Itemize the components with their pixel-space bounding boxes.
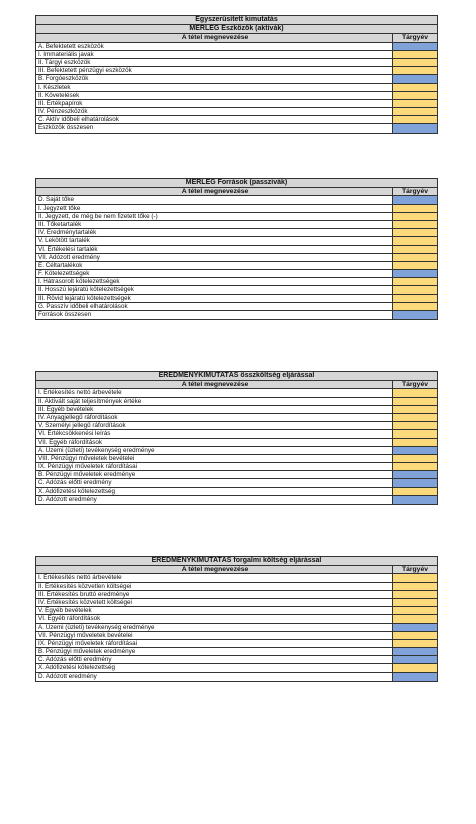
table-row [36, 108, 437, 116]
assets-table [35, 15, 438, 134]
input-value-cell[interactable] [393, 100, 437, 107]
row-label: V. Lekötött tartalék [36, 237, 393, 244]
total-value-cell [393, 311, 437, 319]
row-label: E. Céltartalékok [36, 262, 393, 269]
section-subtitle: MÉRLEG Eszközök (aktívák) [36, 25, 437, 34]
table-row [36, 599, 437, 607]
input-value-cell[interactable] [393, 303, 437, 310]
row-label: B. Forgóeszközök [36, 75, 393, 82]
row-label: I. Immateriális javak [36, 51, 393, 58]
table-row [36, 100, 437, 108]
row-label: VI. Egyéb ráfordítások [36, 615, 393, 622]
table-row [36, 286, 437, 294]
table-row [36, 471, 437, 479]
total-value-cell [393, 43, 437, 50]
row-label: I. Készletek [36, 84, 393, 91]
table-row [36, 574, 437, 582]
table-row [36, 624, 437, 632]
table-row [36, 664, 437, 672]
table-row [36, 278, 437, 286]
table-row [36, 389, 437, 397]
column-header-year: Tárgyév [401, 381, 429, 389]
table-row [36, 124, 437, 132]
input-value-cell[interactable] [393, 108, 437, 115]
input-value-cell[interactable] [393, 237, 437, 244]
row-label: D. Adózott eredmény [36, 496, 393, 504]
table-row [36, 583, 437, 591]
row-label: I. Értékesítés nettó árbevétele [36, 574, 393, 581]
table-row [36, 92, 437, 100]
row-label: B. Pénzügyi műveletek eredménye [36, 648, 393, 655]
total-value-cell [393, 270, 437, 277]
column-header-row [36, 34, 437, 42]
table-row [36, 414, 437, 422]
table-row [36, 221, 437, 229]
input-value-cell[interactable] [393, 116, 437, 123]
table-row [36, 479, 437, 487]
row-label: V. Személyi jellegű ráfordítások [36, 422, 393, 429]
input-value-cell[interactable] [393, 389, 437, 396]
row-label: A. Befektetett eszközök [36, 43, 393, 50]
table-row [36, 237, 437, 245]
table-row [36, 51, 437, 59]
row-label: II. Jegyzett, de még be nem fizetett tőke (-) [36, 213, 393, 220]
row-label: C. Aktív időbeli elhatárolások [36, 116, 393, 123]
table-row [36, 75, 437, 83]
input-value-cell[interactable] [393, 430, 437, 437]
total-value-cell [393, 447, 437, 454]
table-row [36, 311, 437, 319]
row-label: D. Adózott eredmény [36, 673, 393, 681]
input-value-cell[interactable] [393, 205, 437, 212]
row-label: Eszközök összesen [36, 124, 393, 132]
row-label: A. Üzemi (üzleti) tevékenység eredménye [36, 624, 393, 631]
row-label: D. Saját tőke [36, 196, 393, 203]
row-label: VIII. Pénzügyi műveletek bevételei [36, 455, 393, 462]
row-label: II. Aktivált saját teljesítmények értéke [36, 398, 393, 405]
total-value-cell [393, 124, 437, 132]
table-row [36, 262, 437, 270]
input-value-cell[interactable] [393, 84, 437, 91]
input-value-cell[interactable] [393, 632, 437, 639]
row-label: III. Tőketartalék [36, 221, 393, 228]
input-value-cell[interactable] [393, 664, 437, 671]
input-value-cell[interactable] [393, 455, 437, 462]
input-value-cell[interactable] [393, 229, 437, 236]
table-row [36, 295, 437, 303]
row-label: IV. Pénzeszközök [36, 108, 393, 115]
table-row [36, 213, 437, 221]
total-value-cell [393, 75, 437, 82]
table-row [36, 673, 437, 681]
row-label: III. Értékesítés bruttó eredménye [36, 591, 393, 598]
input-value-cell[interactable] [393, 422, 437, 429]
input-value-cell[interactable] [393, 439, 437, 446]
section-title: MÉRLEG Források (passzívák) [36, 179, 437, 188]
row-label: VII. Egyéb ráfordítások [36, 439, 393, 446]
input-value-cell[interactable] [393, 398, 437, 405]
column-header-year: Tárgyév [401, 34, 429, 42]
row-label: I. Értékesítés nettó árbevétele [36, 389, 393, 396]
total-value-cell [393, 496, 437, 504]
row-label: I. Hátrasorolt kötelezettségek [36, 278, 393, 285]
column-header-item: A tétel megnevezése [36, 381, 393, 388]
input-value-cell[interactable] [393, 246, 437, 253]
income-total-cost-table [35, 371, 438, 505]
row-label: IX. Pénzügyi műveletek ráfordításai [36, 640, 393, 647]
row-label: C. Adózás előtti eredmény [36, 479, 393, 486]
table-row [36, 439, 437, 447]
input-value-cell[interactable] [393, 414, 437, 421]
column-header-row [36, 566, 437, 574]
table-row [36, 463, 437, 471]
total-value-cell [393, 471, 437, 478]
table-row [36, 455, 437, 463]
row-label: II. Hosszú lejáratú kötelezettségek [36, 286, 393, 293]
table-row [36, 422, 437, 430]
liabilities-table [35, 178, 438, 320]
input-value-cell[interactable] [393, 599, 437, 606]
table-row [36, 84, 437, 92]
table-row [36, 591, 437, 599]
section-title: EREDMÉNYKIMUTATÁS összköltség eljárással [36, 372, 437, 381]
table-row [36, 398, 437, 406]
input-value-cell[interactable] [393, 221, 437, 228]
table-row [36, 270, 437, 278]
table-row [36, 254, 437, 262]
table-row [36, 648, 437, 656]
table-row [36, 496, 437, 504]
input-value-cell[interactable] [393, 59, 437, 66]
total-value-cell [393, 624, 437, 631]
income-turnover-cost-table [35, 556, 438, 682]
table-row [36, 67, 437, 75]
row-label: IV. Értékesítés közvetett költségei [36, 599, 393, 606]
column-header-year: Tárgyév [401, 188, 429, 196]
row-label: III. Befektetett pénzügyi eszközök [36, 67, 393, 74]
column-header-year: Tárgyév [401, 566, 429, 574]
input-value-cell[interactable] [393, 254, 437, 261]
input-value-cell[interactable] [393, 640, 437, 647]
row-label: II. Követelések [36, 92, 393, 99]
row-label: C. Adózás előtti eredmény [36, 656, 393, 663]
total-value-cell [393, 196, 437, 203]
table-row [36, 488, 437, 496]
input-value-cell[interactable] [393, 574, 437, 581]
row-label: VI. Értékcsökkenési leírás [36, 430, 393, 437]
input-value-cell[interactable] [393, 615, 437, 622]
table-row [36, 615, 437, 623]
column-header-row [36, 381, 437, 389]
row-label: B. Pénzügyi műveletek eredménye [36, 471, 393, 478]
row-label: VII. Pénzügyi műveletek bevételei [36, 632, 393, 639]
row-label: X. Adófizetési kötelezettség [36, 664, 393, 671]
table-row [36, 640, 437, 648]
column-header-item: A tétel megnevezése [36, 34, 393, 41]
table-row [36, 447, 437, 455]
table-row [36, 656, 437, 664]
table-row [36, 406, 437, 414]
input-value-cell[interactable] [393, 262, 437, 269]
input-value-cell[interactable] [393, 463, 437, 470]
input-value-cell[interactable] [393, 51, 437, 58]
row-label: A. Üzemi (üzleti) tevékenység eredménye [36, 447, 393, 454]
row-label: F. Kötelezettségek [36, 270, 393, 277]
column-header-row [36, 188, 437, 196]
total-value-cell [393, 656, 437, 663]
row-label: G. Passzív időbeli elhatárolások [36, 303, 393, 310]
table-row [36, 246, 437, 254]
table-row [36, 205, 437, 213]
table-row [36, 430, 437, 438]
table-row [36, 59, 437, 67]
column-header-item: A tétel megnevezése [36, 188, 393, 195]
total-value-cell [393, 479, 437, 486]
table-row [36, 43, 437, 51]
table-row [36, 303, 437, 311]
table-row [36, 607, 437, 615]
row-label: II. Értékesítés közvetlen költségei [36, 583, 393, 590]
table-row [36, 116, 437, 124]
input-value-cell[interactable] [393, 92, 437, 99]
input-value-cell[interactable] [393, 67, 437, 74]
row-label: Források összesen [36, 311, 393, 319]
section-title: EREDMÉNYKIMUTATÁS forgalmi költség eljárással [36, 557, 437, 566]
row-label: IV. Anyagjellegű ráfordítások [36, 414, 393, 421]
row-label: IV. Eredménytartalék [36, 229, 393, 236]
column-header-item: A tétel megnevezése [36, 566, 393, 573]
table-row [36, 229, 437, 237]
row-label: V. Egyéb bevételek [36, 607, 393, 614]
row-label: II. Tárgyi eszközök [36, 59, 393, 66]
input-value-cell[interactable] [393, 583, 437, 590]
row-label: III. Értékpapírok [36, 100, 393, 107]
table-row [36, 196, 437, 204]
input-value-cell[interactable] [393, 406, 437, 413]
row-label: X. Adófizetési kötelezettség [36, 488, 393, 495]
row-label: VI. Értékelési tartalék [36, 246, 393, 253]
row-label: I. Jegyzett tőke [36, 205, 393, 212]
row-label: III. Rövid lejáratú kötelezettségek [36, 295, 393, 302]
input-value-cell[interactable] [393, 488, 437, 495]
row-label: IX. Pénzügyi műveletek ráfordításai [36, 463, 393, 470]
input-value-cell[interactable] [393, 278, 437, 285]
total-value-cell [393, 648, 437, 655]
row-label: III. Egyéb bevételek [36, 406, 393, 413]
table-row [36, 632, 437, 640]
input-value-cell[interactable] [393, 213, 437, 220]
input-value-cell[interactable] [393, 295, 437, 302]
input-value-cell[interactable] [393, 286, 437, 293]
row-label: VII. Adózott eredmény [36, 254, 393, 261]
input-value-cell[interactable] [393, 591, 437, 598]
total-value-cell [393, 673, 437, 681]
section-title: Egyszerűsített kimutatás [36, 16, 437, 25]
input-value-cell[interactable] [393, 607, 437, 614]
